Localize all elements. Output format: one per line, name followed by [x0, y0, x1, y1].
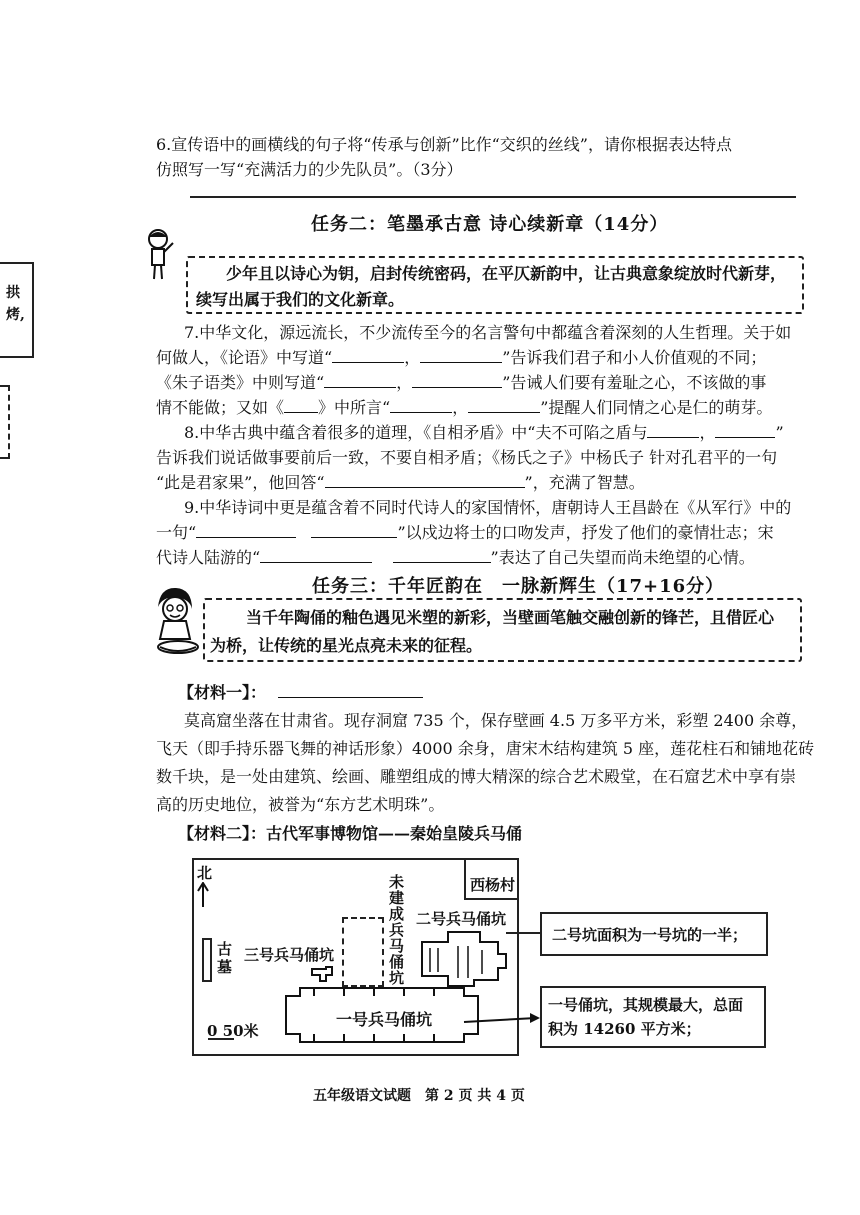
pit2-shape: [418, 928, 508, 990]
blank-input[interactable]: [468, 396, 540, 413]
material1-para-line2: 飞天（即手持乐器飞舞的神话形象）4000 余身，唐宋木结构建筑 5 座，莲花柱石和铺地花砖: [156, 739, 815, 758]
tomb-marker: [202, 938, 212, 982]
question-8-line3: [156, 471, 645, 496]
unbuilt-pit-outline: [342, 917, 384, 987]
question-7-line1: 7.中华文化，源远流长，不少流传至今的名言警句中都蕴含着深刻的人生哲理。关于如: [184, 323, 792, 342]
q9-text: ”表达了自己失望而尚未绝望的心情。: [490, 548, 755, 567]
page-footer: 五年级语文试题 第 2 页 共 4 页: [313, 1088, 525, 1104]
pit1-arrow-icon: [462, 1012, 542, 1028]
scale-bar: [208, 1038, 234, 1040]
blank-input[interactable]: [390, 396, 452, 413]
q8-text: 8.中华古典中蕴含着很多的道理，《自相矛盾》中“夫不可陷之盾与: [184, 423, 648, 442]
tomb-label: 古墓: [217, 940, 233, 976]
blank-input[interactable]: [647, 421, 699, 438]
question-8-line2: 告诉我们说话做事要前后一致，不要自相矛盾；《杨氏之子》中杨氏子 针对孔君平的一句: [156, 448, 778, 467]
unbuilt-pit-label: 未建成兵马俑坑: [389, 873, 405, 987]
question-9-line3: [156, 546, 755, 571]
task3-title: 任务三：千年匠韵在 一脉新辉生（17+16分）: [312, 576, 725, 597]
question-7-line2: [156, 346, 766, 371]
material1-label: 【材料一】：: [178, 683, 267, 702]
q7-text: ”告诉我们君子和小人价值观的不同；: [502, 348, 767, 367]
blank-input[interactable]: [196, 521, 296, 538]
question-6-line2: 仿照写一写“充满活力的少先队员”。（3分）: [156, 160, 463, 179]
q9-text: 代诗人陆游的“: [156, 548, 261, 567]
material1-title-blank[interactable]: [278, 681, 423, 698]
material1-para-line1: 莫高窟坐落在甘肃省。现存洞窟 735 个，保存壁画 4.5 万多平方米，彩塑 2400 余尊，: [184, 711, 808, 730]
callout-pit2-text: 二号坑面积为一号坑的一半；: [552, 926, 748, 944]
pit2-connector: [506, 932, 540, 934]
blank-input[interactable]: [260, 546, 372, 563]
callout-pit1-line1: 一号俑坑，其规模最大，总面: [548, 996, 744, 1014]
girl-figure-icon: [150, 585, 202, 657]
pit2-label: 二号兵马俑坑: [416, 910, 507, 928]
blank-input[interactable]: [420, 346, 502, 363]
question-8-line1: [184, 421, 784, 446]
material1-heading: [178, 681, 423, 706]
blank-input[interactable]: [715, 421, 775, 438]
question-9-line1: 9.中华诗词中更是蕴含着不同时代诗人的家国情怀，唐朝诗人王昌龄在《从军行》中的: [184, 498, 792, 517]
q8-text: ”，充满了智慧。: [524, 473, 645, 492]
village-label: 西杨村: [470, 876, 516, 894]
question-6-line1: 6.宣传语中的画横线的句子将“传承与创新”比作“交织的丝线”，请你根据表达特点: [156, 135, 732, 154]
pit1-label: 一号兵马俑坑: [336, 1010, 433, 1029]
blank-input[interactable]: [412, 371, 502, 388]
q7-text: ”提醒人们同情之心是仁的萌芽。: [540, 398, 773, 417]
pit3-label: 三号兵马俑坑: [244, 946, 335, 964]
q8-text: “此是君家果”，他回答“: [156, 473, 325, 492]
blank-input[interactable]: [324, 371, 396, 388]
scale-label: 0 50米: [207, 1022, 259, 1040]
q7-text: 情不能做；又如《: [156, 398, 285, 417]
task3-intro-line1: 当千年陶俑的釉色遇见米塑的新彩，当壁画笔触交融创新的锋芒，且借匠心: [246, 608, 775, 627]
q7-text: 《朱子语类》中则写道“: [156, 373, 325, 392]
callout-pit1-line2: 积为 14260 平方米；: [548, 1020, 701, 1038]
q8-text: ”: [775, 423, 784, 442]
q9-text: 一句“: [156, 523, 197, 542]
answer-line[interactable]: [190, 196, 796, 198]
q7-text: 何做人，《论语》中写道“: [156, 348, 333, 367]
q9-text: ”以戍边将士的口吻发声，抒发了他们的豪情壮志；宋: [397, 523, 774, 542]
material2-label: 【材料二】：古代军事博物馆——秦始皇陵兵马俑: [178, 824, 523, 843]
task2-intro-line1: 少年且以诗心为钥，启封传统密码，在平仄新韵中，让古典意象绽放时代新芽，: [226, 264, 787, 283]
question-9-line2: [156, 521, 774, 546]
question-7-line4: [156, 396, 772, 421]
blank-input[interactable]: [325, 471, 525, 488]
margin-dashed-mark: [0, 385, 10, 459]
pit3-shape: [310, 965, 334, 983]
task3-intro-line2: 为桥，让传统的星光点亮未来的征程。: [210, 636, 483, 655]
task2-title: 任务二：笔墨承古意 诗心续新章（14分）: [311, 214, 669, 235]
north-arrow-icon: [197, 882, 209, 908]
q7-text: ”告诫人们要有羞耻之心，不该做的事: [502, 373, 767, 392]
q7-text: ，: [404, 348, 421, 367]
north-label: 北: [197, 864, 213, 882]
blank-input[interactable]: [311, 521, 397, 538]
q7-text: ，: [396, 373, 413, 392]
q8-text: ，: [699, 423, 716, 442]
q7-text: ，: [452, 398, 469, 417]
boy-figure-icon: [143, 227, 177, 283]
task2-intro-line2: 续写出属于我们的文化新章。: [196, 290, 405, 309]
blank-input[interactable]: [332, 346, 404, 363]
q7-text: 》中所言“: [318, 398, 391, 417]
material1-para-line3: 数千块，是一处由建筑、绘画、雕塑组成的博大精深的综合艺术殿堂，在石窟艺术中享有崇: [156, 767, 797, 786]
margin-binding-text: 拱 烤,: [6, 285, 25, 323]
material1-para-line4: 高的历史地位，被誉为“东方艺术明珠”。: [156, 795, 445, 814]
question-7-line3: [156, 371, 766, 396]
blank-input[interactable]: [393, 546, 491, 563]
blank-input[interactable]: [284, 396, 318, 413]
